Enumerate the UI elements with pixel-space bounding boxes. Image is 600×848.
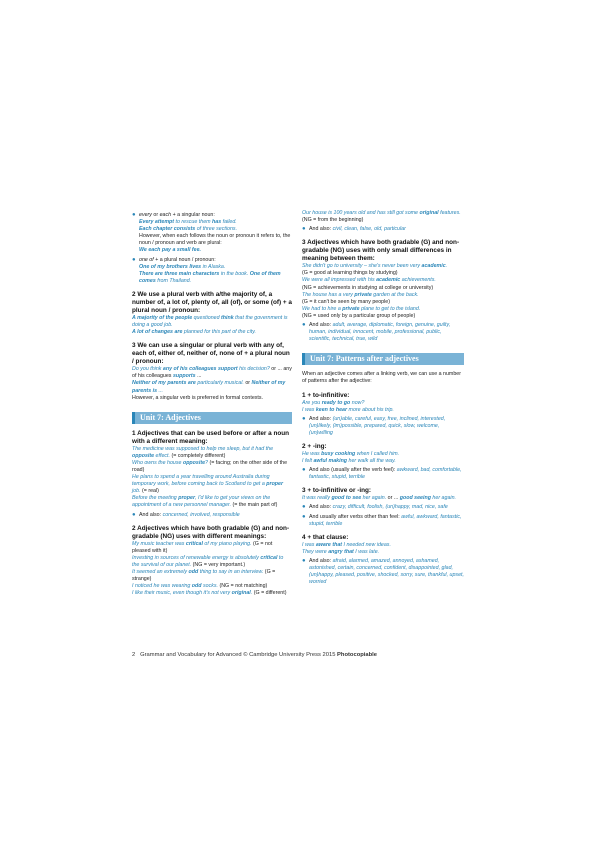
bullet-icon: ● bbox=[132, 511, 136, 518]
footer-text: Grammar and Vocabulary for Advanced © Cambridge University Press 2015 bbox=[140, 652, 336, 658]
page-footer bbox=[132, 652, 377, 658]
list-item: ● And also: afraid, alarmed, amazed, annoyed, ashamed, astonished, certain, concerned, confident, disappointed, glad, (un)happy, pleased, positive, shocked, sorry, sure, thankful, upset, worried bbox=[302, 557, 464, 586]
list-item: ● every or each + a singular noun: Every attempt to rescue them has failed. Each chapter consists of three sections. However, when each follows the noun or pronoun it refers to, the noun / pronoun and verb are plural: We each pay a small fee. bbox=[132, 212, 291, 254]
unit-banner-title: Unit 7: Patterns after adjectives bbox=[305, 353, 464, 365]
right-column: Our house is 100 years old and has still got some original features. (NG = from the beginning) ● And also: civil, clean, false, old, particular 3 Adjectives which have both gradable (G) and non-gradable (NG) uses with only small differences in meaning between them: She didn't go to university – she's never been very academic. (G = good at learning things by studying) We were all impressed with his academic achievements. (NG = achievements in studying at college or university) The house has a very private garden at the back. (G = it can't be seen by many people) We had to hire a private plane to get to the island. (NG = used only by a particular group of people) ● And also: adult, average, diplomatic, foreign, genuine, guilty, human, individual, innocent, mobile, professional, public, scientific, technical, true, wild Unit 7: Patterns after adjectives When an adjective comes after a linking verb, we can use a number of patterns after the adjective: 1 + to-infinitive: Are you ready to go now? I was keen to hear more about his trip. ● And also: (un)able, careful, easy, free, inclined, interested, (un)likely, (im)possible, prepared, quick, slow, welcome, (un)willing 2 + -ing: He was busy cooking when I called him. I felt awful making her walk all the way. ● And also (usually after the verb feel): awkward, bad, comfortable, fantastic, stupid, terrible 3 + to-infinitive or -ing: It was really good to see her again. or ... good seeing her again. ● And also: crazy, difficult, foolish, (un)happy, mad, nice, safe ● And usually after verbs other than feel: awful, awkward, fantastic, stupid, terrible 4 + that clause: I was aware that I needed new ideas. They were angry that I was late. ● And also: afraid, alarmed, amazed, annoyed, ashamed, astonished, certain, concerned, confident, disappointed, glad, (un)happy, pleased, positive, shocked, sorry, sure, thankful, upset, worried bbox=[302, 210, 464, 586]
bullet-icon: ● bbox=[302, 322, 306, 329]
section-heading: 1 Adjectives that can be used before or after a noun with a different meaning: bbox=[132, 429, 290, 445]
section-heading: 2 Adjectives which have both gradable (G) and non-gradable (NG) uses with different meanings: bbox=[132, 524, 290, 540]
section-heading: 1 + to-infinitive: bbox=[302, 391, 350, 399]
bullet-icon: ● bbox=[302, 226, 306, 233]
bullet-icon: ● bbox=[132, 256, 136, 263]
section-heading: 3 Adjectives which have both gradable (G) and non-gradable (NG) uses with only small differences in meaning between them: bbox=[302, 239, 460, 263]
section-heading: 2 + -ing: bbox=[302, 442, 327, 450]
unit-banner bbox=[132, 412, 292, 424]
list-item: ● And also: civil, clean, false, old, particular bbox=[302, 226, 406, 233]
section-heading: 2 We use a plural verb with a/the majority of, a number of, a lot of, plenty of, all (of), or some (of) + a plural noun / pronoun: bbox=[132, 290, 292, 314]
section-heading: 3 We can use a singular or plural verb with any of, each of, either of, neither of, none of + a plural noun / pronoun: bbox=[132, 342, 290, 366]
list-item: ● And also: adult, average, diplomatic, foreign, genuine, guilty, human, individual, innocent, mobile, professional, public, scientific, technical, true, wild bbox=[302, 322, 451, 343]
left-column: ● every or each + a singular noun: Every attempt to rescue them has failed. Each chapter consists of three sections. However, when each follows the noun or pronoun it refers to, the noun / pronoun and verb are plural: We each pay a small fee. ● one of + a plural noun / pronoun: One of my brothers lives in Alaska. There are three main characters in the book. One of them comes from Thailand. 2 We use a plural verb with a/the majority of, a number of, a lot of, plenty of, all (of), or some (of) + a plural noun / pronoun: A majority of the people questioned think that the government is doing a good job. A lot of changes are planned for this part of the city. 3 We can use a singular or plural verb with any of, each of, either of, neither of, none of + a plural noun / pronoun: Do you think any of his colleagues support his decision? or ... any of his colleagues supports ... Neither of my parents are particularly musical. or Neither of my parents is ... However, a singular verb is preferred in formal contexts. Unit 7: Adjectives 1 Adjectives that can be used before or after a noun with a different meaning: The medicine was supposed to help me sleep, but it had the opposite effect. (= completely different) Who owns the house opposite? (= facing; on the other side of the road) He plans to spend a year travelling around Australia during temporary work, before coming back to Scotland to get a proper job. (= real) Before the meeting proper, I'd like to get your views on the appointment of a new personnel manager. (= the main part of) ● And also: concerned, involved, responsible 2 Adjectives which have both gradable (G) and non-gradable (NG) uses with different meanings: My music teacher was critical of my piano playing. (G = not pleased with it) Investing in sources of renewable energy is absolutely critical to the survival of our planet. (NG = very important.) It seemed an extremely odd thing to say in an interview. (G = strange) I noticed he was wearing odd socks. (NG = not matching) I like their music, even though it's not very original. (G = different) bbox=[132, 212, 292, 597]
bullet-icon: ● bbox=[302, 415, 306, 422]
list-item: ● And usually after verbs other than feel: awful, awkward, fantastic, stupid, terrible bbox=[302, 513, 462, 527]
section-heading: 4 + that clause: bbox=[302, 533, 349, 541]
bullet-icon: ● bbox=[132, 212, 136, 218]
unit-banner-title: Unit 7: Adjectives bbox=[135, 412, 292, 424]
list-item: ● And also: concerned, involved, responsible bbox=[132, 511, 240, 518]
bullet-icon: ● bbox=[302, 513, 306, 520]
list-item: ● And also: crazy, difficult, foolish, (un)happy, mad, nice, safe bbox=[302, 504, 448, 511]
bullet-icon: ● bbox=[302, 467, 306, 474]
list-item: ● And also (usually after the verb feel): awkward, bad, comfortable, fantastic, stupid, terrible bbox=[302, 467, 462, 481]
bullet-icon: ● bbox=[302, 504, 306, 511]
unit-banner bbox=[302, 353, 464, 365]
footer-photocopiable: Photocopiable bbox=[337, 652, 377, 658]
list-item: ● one of + a plural noun / pronoun: One of my brothers lives in Alaska. There are three main characters in the book. One of them comes from Thailand. bbox=[132, 256, 281, 284]
page-number: 2 bbox=[132, 652, 136, 658]
list-item: ● And also: (un)able, careful, easy, free, inclined, interested, (un)likely, (im)possible, prepared, quick, slow, welcome, (un)willing bbox=[302, 415, 446, 436]
section-heading: 3 + to-infinitive or -ing: bbox=[302, 487, 372, 495]
bullet-icon: ● bbox=[302, 557, 306, 564]
